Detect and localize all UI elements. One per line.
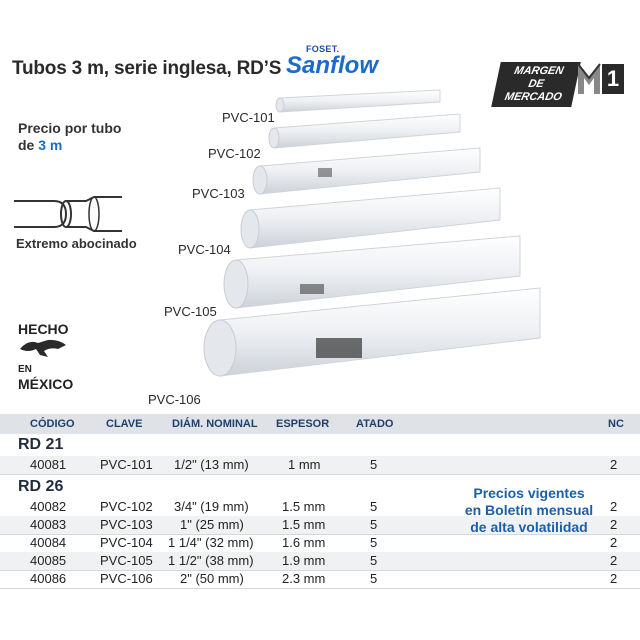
pipes-illustration	[200, 88, 640, 408]
flared-pipe-diagram-icon	[14, 195, 124, 233]
cell-codigo: 40086	[30, 571, 67, 586]
cell-espesor: 1 mm	[288, 457, 321, 472]
pipe-pvc-104	[241, 188, 500, 248]
cell-diam: 1 1/2" (38 mm)	[168, 553, 254, 568]
price-line2	[18, 137, 121, 154]
pipe-label-105: PVC-105	[164, 304, 217, 319]
pipe-pvc-101	[276, 90, 440, 112]
note-line1: Precios vigentes	[473, 485, 585, 501]
cell-clave: PVC-106	[100, 571, 153, 586]
cell-clave: PVC-101	[100, 457, 153, 472]
cell-clave: PVC-105	[100, 553, 153, 568]
cell-diam: 1 1/4" (32 mm)	[168, 535, 254, 550]
market-margin-line1: MARGEN DE	[513, 65, 565, 90]
price-per-pipe-label	[18, 120, 121, 154]
cell-clave: PVC-103	[100, 517, 153, 532]
cell-nc: 2	[610, 499, 618, 514]
brand-name: Sanflow	[286, 52, 379, 79]
group-rd26: RD 26	[18, 478, 64, 495]
cell-nc: 2	[610, 535, 618, 550]
group-rd21: RD 21	[18, 436, 64, 453]
cell-clave: PVC-104	[100, 535, 153, 550]
cell-atado: 5	[370, 571, 378, 586]
col-codigo: CÓDIGO	[30, 418, 75, 430]
pipe-pvc-102	[269, 114, 460, 148]
cell-espesor: 1.5 mm	[282, 517, 326, 532]
cell-codigo: 40084	[30, 535, 67, 550]
col-nc: NC	[608, 418, 624, 430]
cell-atado: 5	[370, 457, 378, 472]
pipe-label-104: PVC-104	[178, 242, 231, 257]
note-line2: en Boletín mensual	[464, 502, 594, 518]
cell-atado: 5	[370, 517, 378, 532]
cell-codigo: 40083	[30, 517, 67, 532]
made-line3: MÉXICO	[18, 376, 74, 392]
cell-diam: 3/4" (19 mm)	[174, 499, 249, 514]
pipe-pvc-103	[253, 148, 480, 194]
col-atado: ATADO	[356, 418, 394, 430]
note-line3: de alta volatilidad	[470, 519, 588, 535]
cell-diam: 2" (50 mm)	[180, 571, 244, 586]
cell-codigo: 40081	[30, 457, 67, 472]
brand-maker: FOSET.	[306, 44, 340, 54]
cell-espesor: 1.9 mm	[282, 553, 326, 568]
table-row	[0, 570, 640, 589]
cell-espesor: 1.6 mm	[282, 535, 326, 550]
col-clave: CLAVE	[106, 418, 143, 430]
cell-atado: 5	[370, 553, 378, 568]
table-row	[0, 552, 640, 571]
market-margin-line2: MERCADO	[503, 91, 564, 103]
cell-atado: 5	[370, 499, 378, 514]
market-margin-number: 1	[602, 64, 624, 94]
cell-espesor: 2.3 mm	[282, 571, 326, 586]
made-line2: EN	[18, 364, 32, 375]
cell-nc: 2	[610, 457, 618, 472]
cell-diam: 1/2" (13 mm)	[174, 457, 249, 472]
cell-codigo: 40085	[30, 553, 67, 568]
cell-clave: PVC-102	[100, 499, 153, 514]
pipe-label-101: PVC-101	[222, 110, 275, 125]
pipe-label-103: PVC-103	[192, 186, 245, 201]
cell-nc: 2	[610, 571, 618, 586]
price-line2-value: 3 m	[38, 137, 63, 153]
pipe-label-102: PVC-102	[208, 146, 261, 161]
eagle-icon	[18, 337, 68, 359]
made-in-mexico-seal	[18, 322, 73, 392]
cell-nc: 2	[610, 553, 618, 568]
price-line1: Precio por tubo	[18, 120, 122, 136]
page-title: Tubos 3 m, serie inglesa, RD’S	[12, 58, 282, 79]
table-row	[0, 456, 640, 475]
col-espesor: ESPESOR	[276, 418, 330, 430]
cell-nc: 2	[610, 517, 618, 532]
brand-logo	[286, 44, 378, 80]
cell-diam: 1" (25 mm)	[180, 517, 244, 532]
col-diam: DIÁM. NOMINAL	[172, 418, 258, 430]
table-row	[0, 534, 640, 553]
price-volatility-note	[424, 485, 634, 536]
cell-atado: 5	[370, 535, 378, 550]
price-line2-prefix: de	[18, 137, 39, 153]
cell-espesor: 1.5 mm	[282, 499, 326, 514]
made-line1: HECHO	[18, 321, 69, 337]
cell-codigo: 40082	[30, 499, 67, 514]
table-header	[0, 414, 640, 434]
pipe-label-106: PVC-106	[148, 392, 201, 407]
flared-end-label: Extremo abocinado	[16, 236, 137, 251]
